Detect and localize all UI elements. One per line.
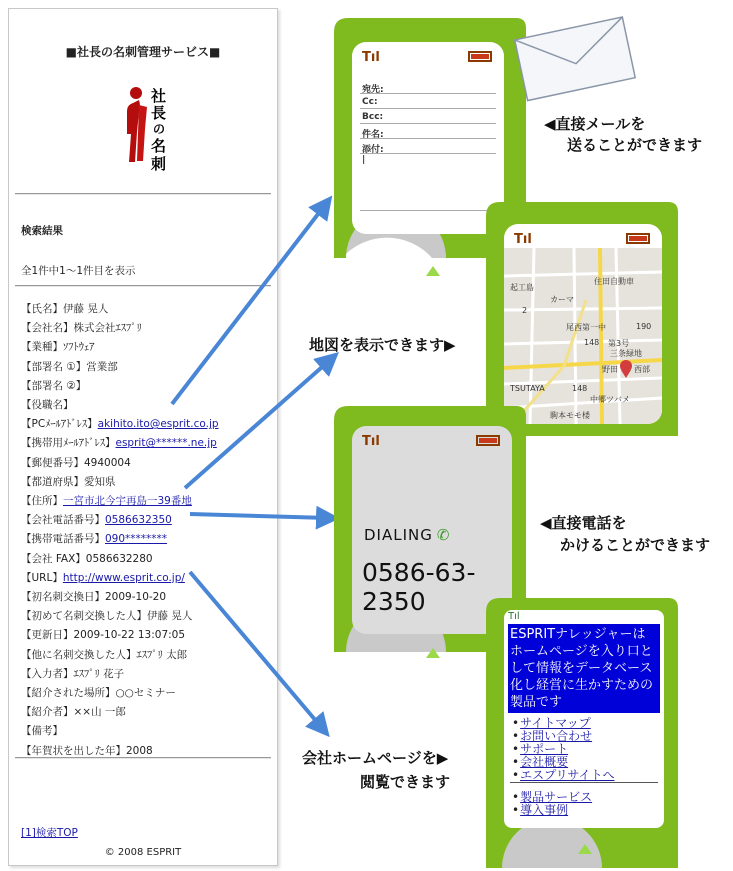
- field-label: 【携帯電話番号】: [21, 533, 105, 546]
- web-headline: ESPRITナレッジャーはホームページを入り口として情報をデータベース化し経営に生かすための製品です: [508, 624, 660, 713]
- map-label: 148: [584, 338, 600, 347]
- map-label: 起工島: [510, 283, 534, 292]
- field-label: 【携帯用ﾒｰﾙｱﾄﾞﾚｽ】: [21, 437, 116, 450]
- map-label: 第3号: [608, 339, 630, 348]
- field-label: 【紹介者】: [21, 706, 74, 719]
- signal-icon: Tıl: [514, 232, 532, 247]
- text-cursor: |: [362, 155, 366, 165]
- field-value: 伊藤 晃人: [63, 303, 109, 315]
- map-screen: [504, 224, 662, 424]
- field-value: 営業部: [86, 360, 118, 373]
- field-label: 【都道府県】: [21, 475, 84, 488]
- map-label: 野田: [602, 365, 618, 374]
- search-results-heading: 検索結果: [21, 225, 63, 237]
- arrow-to-web: [190, 572, 322, 728]
- field-label: 【会社電話番号】: [21, 514, 105, 527]
- web-link[interactable]: •サイトマップ: [512, 716, 591, 730]
- mail-screen: [352, 42, 504, 234]
- dial-caption-1: ◀直接電話を: [540, 514, 627, 532]
- up-arrow-icon[interactable]: [578, 844, 592, 854]
- field-link[interactable]: akihito.ito@esprit.co.jp: [97, 418, 219, 431]
- arrow-to-mail: [172, 205, 325, 404]
- field-label: 【郵便番号】: [21, 456, 84, 469]
- logo-char-2: 長: [151, 104, 167, 122]
- map-label: 西部: [634, 365, 650, 374]
- phone-icon: ✆: [436, 526, 451, 544]
- mail-field-attach[interactable]: 添付:: [362, 145, 384, 155]
- web-caption-2: 閲覧できます: [360, 773, 451, 791]
- signal-icon: Tıl: [362, 50, 380, 65]
- logo-char-5: 刺: [151, 155, 167, 173]
- result-count: 全1件中1～1件目を表示: [21, 265, 136, 277]
- field-label: 【部署名 ②】: [21, 379, 87, 392]
- arrow-to-dial: [190, 514, 328, 518]
- map-label: カーマ: [550, 295, 574, 304]
- field-label: 【備考】: [21, 725, 63, 738]
- map-label: 住田自動車: [594, 277, 634, 286]
- map-label: 三条緑地: [610, 349, 642, 358]
- field-link[interactable]: 一宮市北今宇再島一39番地: [63, 495, 192, 507]
- bullet: •: [512, 716, 520, 730]
- battery-icon: [468, 51, 492, 62]
- field-value: 2009-10-20: [105, 591, 167, 603]
- mail-field-subject[interactable]: 件名:: [362, 130, 384, 140]
- search-top-link[interactable]: [1]検索TOP: [21, 827, 78, 839]
- field-label: 【更新日】: [21, 629, 74, 642]
- field-value: ｴｽﾌﾟﾘ 花子: [73, 667, 125, 680]
- service-title: ■社長の名刺管理サービス■: [65, 45, 221, 59]
- field-label: 【PCﾒｰﾙｱﾄﾞﾚｽ】: [21, 418, 98, 431]
- battery-icon: [476, 435, 500, 446]
- field-value: 株式会社ｴｽﾌﾟﾘ: [73, 322, 142, 335]
- logo-char-1: 社: [151, 87, 167, 105]
- battery-icon: [626, 233, 650, 244]
- up-arrow-icon[interactable]: [426, 648, 440, 658]
- map-label: TSUTAYA: [510, 384, 545, 393]
- logo-char-3: の: [153, 122, 166, 136]
- map-label: 190: [636, 322, 652, 331]
- mail-field-bcc[interactable]: Bcc:: [362, 112, 384, 122]
- dialing-label: DIALING ✆: [364, 526, 451, 544]
- dial-caption-2: かけることができます: [560, 536, 711, 554]
- field-value: ○○セミナー: [115, 687, 176, 699]
- field-link[interactable]: 090********: [105, 533, 168, 546]
- map-view[interactable]: [504, 248, 662, 424]
- up-arrow-icon[interactable]: [426, 266, 440, 276]
- envelope-icon: [504, 14, 644, 104]
- field-value: 伊藤 晃人: [147, 610, 193, 623]
- field-label: 【役職名】: [21, 399, 74, 411]
- web-screen: [504, 610, 664, 828]
- field-value: 愛知県: [84, 475, 116, 488]
- web-phone: [486, 592, 682, 868]
- bullet: •: [512, 768, 520, 782]
- bullet: •: [512, 742, 520, 756]
- field-label: 【氏名】: [21, 303, 63, 315]
- map-label: 2: [522, 306, 528, 315]
- web-link[interactable]: •導入事例: [512, 803, 569, 817]
- web-link[interactable]: •エスプリサイトへ: [512, 768, 615, 782]
- arrow-to-map: [185, 360, 330, 488]
- field-value: ××山 一郎: [73, 706, 126, 719]
- web-link[interactable]: •製品サービス: [512, 790, 593, 804]
- field-value: 2008: [126, 744, 153, 757]
- field-label: 【年賀状を出した年】: [21, 744, 126, 757]
- field-link[interactable]: esprit@******.ne.jp: [115, 437, 217, 450]
- field-label: 【紹介された場所】: [21, 687, 116, 699]
- mail-caption-2: 送ることができます: [567, 136, 703, 154]
- field-label: 【住所】: [21, 495, 63, 507]
- field-label: 【初めて名刺交換した人】: [21, 610, 147, 623]
- bullet: •: [512, 755, 520, 769]
- map-label: 148: [572, 384, 588, 393]
- map-caption: 地図を表示できます▶: [309, 336, 456, 354]
- mail-caption-1: ◀直接メールを: [544, 115, 646, 133]
- field-label: 【部署名 ①】: [21, 360, 87, 373]
- mail-field-cc[interactable]: Cc:: [362, 97, 378, 107]
- field-value: ｿﾌﾄｳｪｱ: [63, 341, 95, 354]
- field-label: 【会社名】: [21, 322, 74, 335]
- map-label: 駒本モモ楼: [550, 411, 590, 420]
- field-value: ｴｽﾌﾟﾘ 太郎: [136, 648, 188, 661]
- field-label: 【入力者】: [21, 667, 74, 680]
- field-label: 【会社 FAX】: [21, 552, 86, 565]
- field-label: 【URL】: [21, 571, 63, 584]
- field-link[interactable]: http://www.esprit.co.jp/: [62, 571, 185, 584]
- field-label: 【他に名刺交換した人】: [21, 648, 137, 661]
- field-link[interactable]: 0586632350: [105, 514, 172, 527]
- web-link[interactable]: •お問い合わせ: [512, 729, 593, 743]
- signal-icon: Tıl: [362, 434, 380, 449]
- web-link[interactable]: •サポート: [512, 742, 569, 756]
- map-label: 尾西第一中: [566, 323, 606, 332]
- field-label: 【初名刺交換日】: [21, 591, 105, 603]
- bullet: •: [512, 790, 520, 804]
- field-value: 2009-10-22 13:07:05: [73, 629, 186, 642]
- logo-char-4: 名: [151, 137, 167, 155]
- copyright: © 2008 ESPRIT: [104, 847, 182, 858]
- web-link[interactable]: •会社概要: [512, 755, 569, 769]
- map-label: 中郷ツバメ: [590, 395, 630, 404]
- bullet: •: [512, 729, 520, 743]
- field-value: 4940004: [84, 456, 131, 469]
- bullet: •: [512, 803, 520, 817]
- status-icons: Tıl: [508, 611, 520, 622]
- field-label: 【業種】: [21, 341, 63, 354]
- dialing-number: 0586-63-2350: [362, 558, 476, 616]
- mail-field-to[interactable]: 宛先:: [362, 85, 384, 95]
- field-value: 0586632280: [85, 552, 153, 565]
- web-caption-1: 会社ホームページを▶: [302, 749, 449, 767]
